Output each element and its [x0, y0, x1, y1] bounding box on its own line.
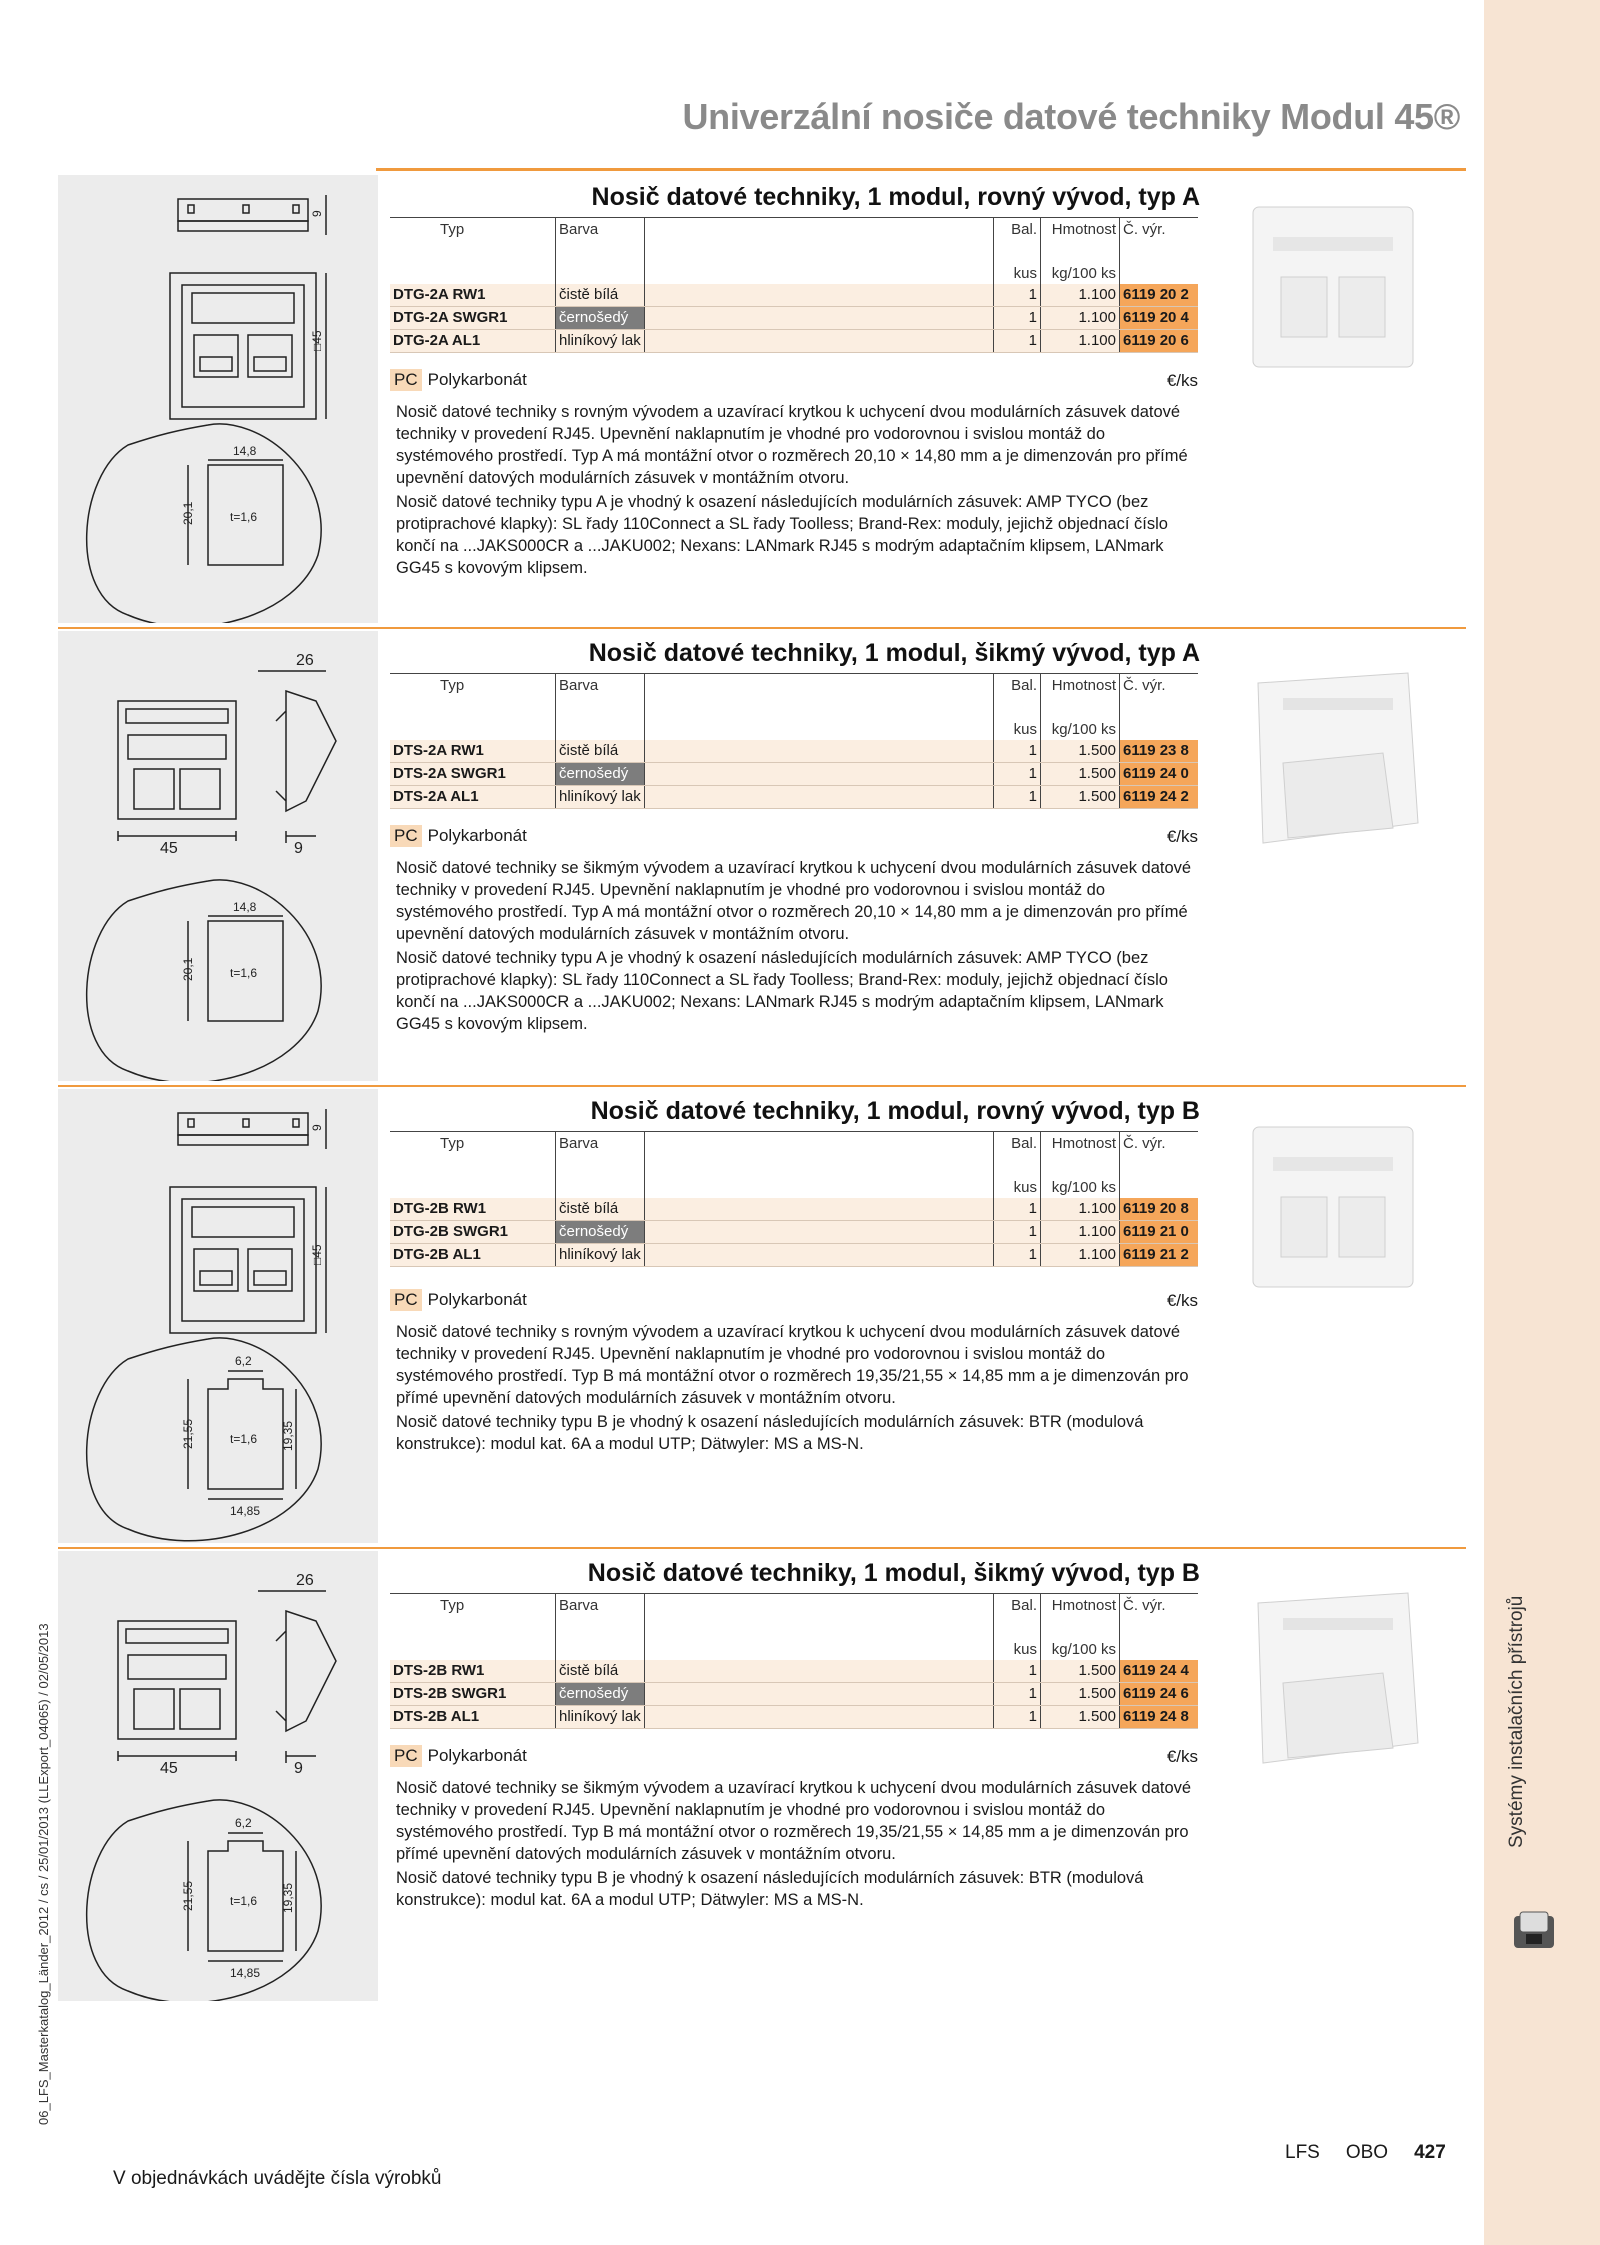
cell-bal: 1 [994, 330, 1041, 353]
cell-bal: 1 [994, 740, 1041, 763]
table-row [390, 763, 1198, 786]
unit-hm: kg/100 ks [1041, 1178, 1120, 1198]
price-unit: €/ks [1166, 1747, 1198, 1766]
cell-cv: 6119 20 8 [1120, 1198, 1199, 1221]
cell-typ: DTS-2A RW1 [390, 740, 556, 763]
cell-bal: 1 [994, 1706, 1041, 1729]
cell-barva: hliníkový lak [556, 330, 645, 353]
cell-cv: 6119 24 0 [1120, 763, 1199, 786]
dim-side: □45 [310, 1244, 324, 1265]
unit-bal: kus [994, 720, 1041, 740]
product-section [58, 627, 1466, 1085]
socket-icon [1512, 1910, 1558, 1952]
cell-barva: černošedý [556, 1683, 645, 1706]
col-cvyr: Č. výr. [1120, 218, 1199, 265]
dim-height: 20,1 [181, 501, 195, 525]
cell-typ: DTS-2B AL1 [390, 1706, 556, 1729]
unit-hm: kg/100 ks [1041, 264, 1120, 284]
cell-bal: 1 [994, 1221, 1041, 1244]
cell-typ: DTG-2A SWGR1 [390, 307, 556, 330]
col-bal: Bal. [994, 674, 1041, 721]
col-typ: Typ [390, 1594, 556, 1641]
col-hmotnost: Hmotnost [1041, 1132, 1120, 1179]
dim-height: 21,55 [181, 1880, 195, 1911]
dim-thickness: t=1,6 [230, 1894, 258, 1908]
description-text: Nosič datové techniky typu A je vhodný k osazení následujících modulárních zásuvek: AMP TYCO (bez protiprachové klapky): SL řady 110Connect a SL řady Toolless; Brand-Rex: moduly, jejichž objednací číslo končí na ...JAKS000CR a ...JAKU002; Nexans: LANmark RJ45 s modrým adaptačním klipsem, LANmark GG45 s kovovým klipsem. [396, 949, 1168, 1033]
dim-height: 21,55 [181, 1418, 195, 1449]
material-name: Polykarbonát [427, 370, 527, 389]
cell-barva: černošedý [556, 1221, 645, 1244]
table-row [390, 1244, 1198, 1267]
cell-hm: 1.100 [1041, 1221, 1120, 1244]
col-typ: Typ [390, 1132, 556, 1179]
cell-typ: DTS-2B SWGR1 [390, 1683, 556, 1706]
product-photo [1233, 1573, 1433, 1773]
col-hmotnost: Hmotnost [1041, 1594, 1120, 1641]
drawing-straight-b [58, 1089, 378, 1543]
cell-hm: 1.100 [1041, 330, 1120, 353]
material-row [390, 825, 1198, 853]
unit-hm: kg/100 ks [1041, 720, 1120, 740]
cell-hm: 1.500 [1041, 786, 1120, 809]
cell-hm: 1.500 [1041, 1683, 1120, 1706]
cell-hm: 1.100 [1041, 1198, 1120, 1221]
col-hmotnost: Hmotnost [1041, 674, 1120, 721]
dim-side: □45 [310, 330, 324, 351]
cell-barva: čistě bílá [556, 284, 645, 307]
description [396, 1777, 1196, 1913]
section-rule [58, 1085, 1466, 1087]
cell-hm: 1.100 [1041, 1244, 1120, 1267]
material-name: Polykarbonát [427, 826, 527, 845]
description-text: Nosič datové techniky se šikmým vývodem a uzavírací krytkou k uchycení dvou modulárních zásuvek datové techniky v provedení RJ45. Upevnění naklapnutím je vhodné pro vodorovnou i svislou montáž do systémového prostředí. Typ A má montážní otvor o rozměrech 20,10 × 14,80 mm a je dimenzován pro přímé upevnění datových modulárních zásuvek v montážním otvoru. [396, 859, 1192, 943]
cell-cv: 6119 21 2 [1120, 1244, 1199, 1267]
product-table [390, 1593, 1198, 1729]
dim-bottom-width: 14,85 [230, 1966, 261, 1980]
section-rule [58, 1547, 1466, 1549]
product-table [390, 1131, 1198, 1267]
page-number: 427 [1414, 2142, 1446, 2163]
table-row [390, 307, 1198, 330]
product-section [58, 171, 1466, 627]
technical-drawing [58, 1551, 378, 2001]
cell-typ: DTG-2A AL1 [390, 330, 556, 353]
col-cvyr: Č. výr. [1120, 1132, 1199, 1179]
cell-bal: 1 [994, 1198, 1041, 1221]
catalog-code: 06_LFS_Masterkatalog_Länder_2012 / cs / 25/01/2013 (LLExport_04065) / 02/05/2013 [36, 1623, 51, 2125]
cell-typ: DTS-2A AL1 [390, 786, 556, 809]
section-title: Nosič datové techniky, 1 modul, šikmý vývod, typ B [587, 1559, 1200, 1587]
material-code: PC [390, 1745, 422, 1767]
description-text: Nosič datové techniky se šikmým vývodem a uzavírací krytkou k uchycení dvou modulárních zásuvek datové techniky v provedení RJ45. Upevnění naklapnutím je vhodné pro vodorovnou i svislou montáž do systémového prostředí. Typ B má montážní otvor o rozměrech 19,35/21,55 × 14,85 mm a je dimenzován pro přímé upevnění datových modulárních zásuvek v montážním otvoru. [396, 1779, 1192, 1863]
cell-cv: 6119 20 4 [1120, 307, 1199, 330]
unit-bal: kus [994, 264, 1041, 284]
cell-bal: 1 [994, 307, 1041, 330]
cell-hm: 1.500 [1041, 1706, 1120, 1729]
cell-bal: 1 [994, 786, 1041, 809]
cell-typ: DTS-2B RW1 [390, 1660, 556, 1683]
cell-barva: černošedý [556, 763, 645, 786]
cell-cv: 6119 20 6 [1120, 330, 1199, 353]
dim-notch-width: 6,2 [235, 1354, 252, 1368]
price-unit: €/ks [1166, 827, 1198, 846]
product-section [58, 1547, 1466, 2003]
cell-cv: 6119 20 2 [1120, 284, 1199, 307]
cell-hm: 1.100 [1041, 307, 1120, 330]
cell-hm: 1.500 [1041, 740, 1120, 763]
dim-top: 26 [296, 652, 314, 669]
cell-typ: DTG-2B AL1 [390, 1244, 556, 1267]
cell-barva: hliníkový lak [556, 1244, 645, 1267]
col-bal: Bal. [994, 1594, 1041, 1641]
cell-barva: čistě bílá [556, 1198, 645, 1221]
description [396, 1321, 1196, 1457]
price-unit: €/ks [1166, 371, 1198, 390]
footer-brand [1285, 2142, 1446, 2164]
dim-bottom-width: 14,85 [230, 1504, 261, 1518]
cell-hm: 1.500 [1041, 763, 1120, 786]
drawing-straight-a [58, 175, 378, 623]
cell-bal: 1 [994, 1660, 1041, 1683]
col-barva: Barva [556, 1132, 645, 1179]
material-code: PC [390, 825, 422, 847]
cell-cv: 6119 24 6 [1120, 1683, 1199, 1706]
cell-barva: hliníkový lak [556, 786, 645, 809]
material-row [390, 1745, 1198, 1773]
cell-typ: DTS-2A SWGR1 [390, 763, 556, 786]
unit-hm: kg/100 ks [1041, 1640, 1120, 1660]
dim-top: 26 [296, 1572, 314, 1589]
price-unit: €/ks [1166, 1291, 1198, 1310]
cell-bal: 1 [994, 284, 1041, 307]
table-row [390, 1660, 1198, 1683]
col-hmotnost: Hmotnost [1041, 218, 1120, 265]
material-code: PC [390, 369, 422, 391]
material-name: Polykarbonát [427, 1746, 527, 1765]
description-text: Nosič datové techniky s rovným vývodem a uzavírací krytkou k uchycení dvou modulárních zásuvek datové techniky v provedení RJ45. Upevnění naklapnutím je vhodné pro vodorovnou i svislou montáž do systémového prostředí. Typ B má montážní otvor o rozměrech 19,35/21,55 × 14,85 mm a je dimenzován pro přímé upevnění datových modulárních zásuvek v montážním otvoru. [396, 1323, 1189, 1407]
technical-drawing [58, 1089, 378, 1543]
product-photo [1233, 653, 1433, 853]
description-text: Nosič datové techniky s rovným vývodem a uzavírací krytkou k uchycení dvou modulárních zásuvek datové techniky v provedení RJ45. Upevnění naklapnutím je vhodné pro vodorovnou i svislou montáž do systémového prostředí. Typ A má montážní otvor o rozměrech 20,10 × 14,80 mm a je dimenzován pro přímé upevnění datových modulárních zásuvek v montážním otvoru. [396, 403, 1188, 487]
dim-depth: 9 [294, 840, 303, 857]
footer-note: V objednávkách uvádějte čísla výrobků [113, 2168, 442, 2189]
brand-lfs: LFS [1285, 2142, 1320, 2163]
col-bal: Bal. [994, 1132, 1041, 1179]
col-typ: Typ [390, 674, 556, 721]
table-row [390, 1706, 1198, 1729]
col-barva: Barva [556, 218, 645, 265]
dim-opening-width: 14,8 [233, 900, 257, 914]
cell-typ: DTG-2B SWGR1 [390, 1221, 556, 1244]
cell-barva: hliníkový lak [556, 1706, 645, 1729]
drawing-angled-b [58, 1551, 378, 2001]
dim-notch-width: 6,2 [235, 1816, 252, 1830]
side-category-label: Systémy instalačních přístrojů [1506, 1595, 1527, 1848]
dim-width: 14,8 [233, 444, 257, 458]
technical-drawing [58, 175, 378, 623]
col-typ: Typ [390, 218, 556, 265]
cell-cv: 6119 24 2 [1120, 786, 1199, 809]
dim-width: 45 [160, 840, 178, 857]
table-row [390, 1221, 1198, 1244]
page-title: Univerzální nosiče datové techniky Modul 45® [682, 96, 1460, 137]
dim-height-inner: 19,35 [281, 1420, 295, 1451]
cell-hm: 1.500 [1041, 1660, 1120, 1683]
dim-height: 20,1 [181, 957, 195, 981]
cell-cv: 6119 21 0 [1120, 1221, 1199, 1244]
technical-drawing [58, 631, 378, 1081]
product-table [390, 673, 1198, 809]
dim-height-inner: 19,35 [281, 1882, 295, 1913]
dim-thickness: t=1,6 [230, 966, 258, 980]
product-table [390, 217, 1198, 353]
cell-bal: 1 [994, 763, 1041, 786]
cell-bal: 1 [994, 1683, 1041, 1706]
description-text: Nosič datové techniky typu B je vhodný k osazení následujících modulárních zásuvek: BTR (modulová konstrukce): modul kat. 6A a modul UTP; Dätwyler: MS a MS-N. [396, 1413, 1144, 1453]
table-row [390, 1198, 1198, 1221]
product-section [58, 1085, 1466, 1547]
description-text: Nosič datové techniky typu A je vhodný k osazení následujících modulárních zásuvek: AMP TYCO (bez protiprachové klapky): SL řady 110Connect a SL řady Toolless; Brand-Rex: moduly, jejichž objednací číslo končí na ...JAKS000CR a ...JAKU002; Nexans: LANmark RJ45 s modrým adaptačním klipsem, LANmark GG45 s kovovým klipsem. [396, 493, 1168, 577]
col-barva: Barva [556, 674, 645, 721]
cell-typ: DTG-2A RW1 [390, 284, 556, 307]
unit-bal: kus [994, 1640, 1041, 1660]
table-row [390, 284, 1198, 307]
dim-top: 9 [310, 210, 324, 217]
cell-barva: čistě bílá [556, 740, 645, 763]
col-cvyr: Č. výr. [1120, 674, 1199, 721]
section-rule [58, 627, 1466, 629]
description-text: Nosič datové techniky typu B je vhodný k osazení následujících modulárních zásuvek: BTR (modulová konstrukce): modul kat. 6A a modul UTP; Dätwyler: MS a MS-N. [396, 1869, 1144, 1909]
dim-width: 45 [160, 1760, 178, 1777]
section-title: Nosič datové techniky, 1 modul, rovný vývod, typ B [590, 1097, 1200, 1125]
cell-cv: 6119 23 8 [1120, 740, 1199, 763]
dim-thickness: t=1,6 [230, 510, 258, 524]
unit-bal: kus [994, 1178, 1041, 1198]
table-row [390, 1683, 1198, 1706]
cell-barva: čistě bílá [556, 1660, 645, 1683]
col-cvyr: Č. výr. [1120, 1594, 1199, 1641]
cell-cv: 6119 24 8 [1120, 1706, 1199, 1729]
side-strip [1484, 0, 1600, 2245]
drawing-angled-a [58, 631, 378, 1081]
material-code: PC [390, 1289, 422, 1311]
description [396, 857, 1196, 1037]
cell-bal: 1 [994, 1244, 1041, 1267]
brand-obo: OBO [1345, 2142, 1389, 2163]
cell-hm: 1.100 [1041, 284, 1120, 307]
dim-top: 9 [310, 1124, 324, 1131]
dim-thickness: t=1,6 [230, 1432, 258, 1446]
table-row [390, 786, 1198, 809]
cell-cv: 6119 24 4 [1120, 1660, 1199, 1683]
col-bal: Bal. [994, 218, 1041, 265]
cell-typ: DTG-2B RW1 [390, 1198, 556, 1221]
product-photo [1233, 187, 1433, 387]
table-row [390, 740, 1198, 763]
col-barva: Barva [556, 1594, 645, 1641]
material-name: Polykarbonát [427, 1290, 527, 1309]
description [396, 401, 1196, 581]
material-row [390, 369, 1198, 397]
cell-barva: černošedý [556, 307, 645, 330]
material-row [390, 1289, 1198, 1317]
dim-depth: 9 [294, 1760, 303, 1777]
product-photo [1233, 1107, 1433, 1307]
table-row [390, 330, 1198, 353]
section-title: Nosič datové techniky, 1 modul, šikmý vývod, typ A [588, 639, 1200, 667]
section-title: Nosič datové techniky, 1 modul, rovný vývod, typ A [591, 183, 1200, 211]
